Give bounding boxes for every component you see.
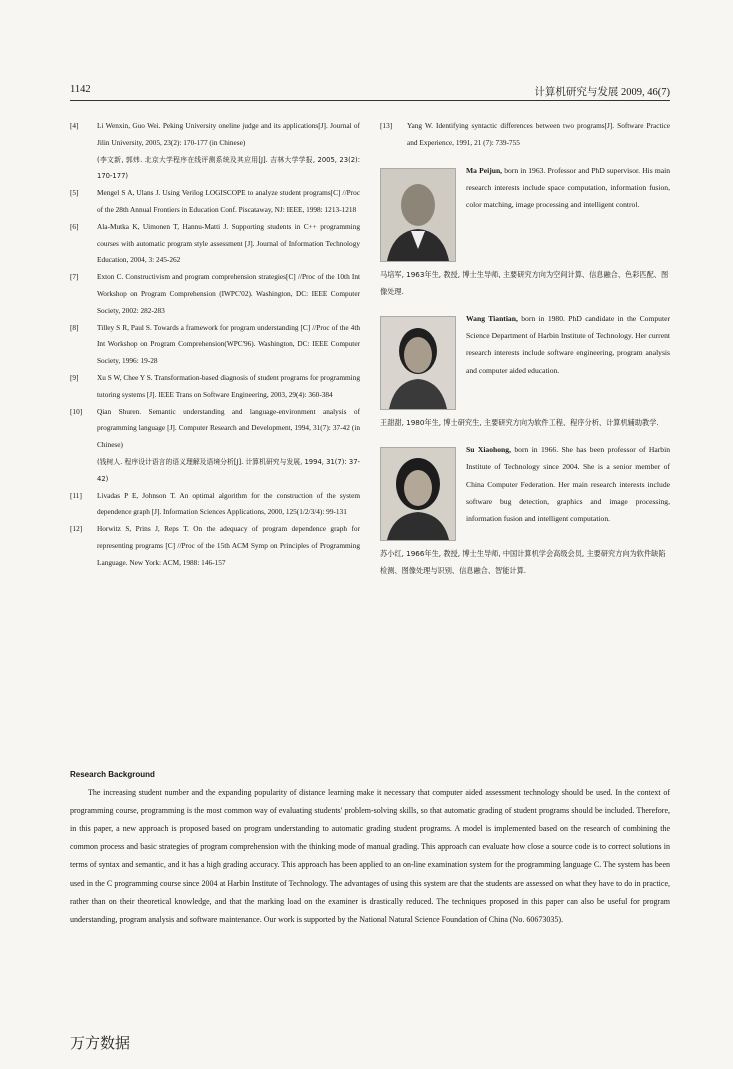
reference-number: [4] <box>70 121 79 130</box>
author-bio-text: born in 1980. PhD candidate in the Computer Science Department of Harbin Institute of Technology. Her current research interests include software engineering, program analysis and computer aided education. <box>466 314 670 375</box>
reference-text: Ala-Mutka K, Uimonen T, Hannu-Matti J. Supporting students in C++ programming courses with automatic program style assessment [J]. Journal of Information Technology Education, 2004, 3: 245-262 <box>97 221 360 265</box>
author-bio <box>380 441 670 579</box>
reference-text: Li Wenxin, Guo Wei. Peking University oneline judge and its applications[J]. Journal of Jilin University, 2005, 23(2): 170-177 (in Chinese) <box>97 121 360 147</box>
reference-item <box>70 269 360 319</box>
reference-item <box>70 185 360 219</box>
author-name: Su Xiaohong, <box>466 445 511 455</box>
reference-item <box>70 219 360 269</box>
reference-chinese: (李文新, 郭炜. 北京大学程序在线评测系统及其应用[J]. 吉林大学学报, 2005, 23(2): 170-177) <box>97 155 360 181</box>
reference-number: [8] <box>70 322 79 332</box>
reference-number: [5] <box>70 188 79 198</box>
reference-number: [7] <box>70 272 79 282</box>
reference-chinese: (钱树人. 程序设计语言的语义理解及语境分析[J]. 计算机研究与发展, 1994, 31(7): 37-42) <box>97 457 360 483</box>
research-background <box>70 766 670 929</box>
reference-number: [9] <box>70 372 79 382</box>
watermark: 万方数据 <box>70 1034 131 1052</box>
reference-item <box>70 521 360 571</box>
reference-number: [11] <box>70 490 82 500</box>
author-bio-text: born in 1963. Professor and PhD supervisor. His main research interests include space computation, information fusion, color matching, image processing and intelligent control. <box>466 165 671 209</box>
reference-text: Tilley S R, Paul S. Towards a framework for program understanding [C] //Proc of the 4th Int Workshop on Program Comprehension(WPC'96). Washington, DC: IEEE Computer Society, 1996: 19-28 <box>97 322 360 366</box>
reference-text: Qian Shuren. Semantic understanding and language-environment analysis of programming language [J]. Computer Research and Development, 1994, 31(7): 37-42 (in Chinese) <box>97 406 360 450</box>
reference-text: Mengel S A, Ulans J. Using Verilog LOGISCOPE to analyze student programs[C] //Proc of the 28th Annual Frontiers in Education Conf. Piscataway, NJ: IEEE, 1998: 1213-1218 <box>97 188 360 214</box>
reference-text: Xu S W, Chee Y S. Transformation-based diagnosis of student programs for programming tutoring systems [J]. IEEE Trans on Software Engineering, 2003, 29(4): 360-384 <box>97 372 360 399</box>
journal-info: 计算机研究与发展 2009, 46(7) <box>534 87 670 98</box>
reference-text: Horwitz S, Prins J, Reps T. On the adequacy of program dependence graph for representing programs [C] //Proc of the 15th ACM Symp on Principles of Programming Language. New York: ACM, 1988: 146-157 <box>97 524 360 567</box>
author-name: Ma Peijun, <box>466 165 503 175</box>
reference-item <box>70 404 360 488</box>
research-background-title: Research Background <box>70 770 155 779</box>
reference-number: [6] <box>70 221 79 231</box>
right-column <box>380 118 670 580</box>
reference-item <box>380 118 670 152</box>
header-rule <box>70 100 670 101</box>
running-header <box>70 84 670 98</box>
reference-item <box>70 118 360 185</box>
author-bio-chinese: 马培军, 1963年生, 教授, 博士生导师, 主要研究方向为空间计算、信息融合、色彩匹配、图像处理. <box>380 269 669 296</box>
research-background-text: The increasing student number and the expanding popularity of distance learning make it necessary that computer aided assessment technology should be used. In the context of programming course, programming is the most common way of evaluating students' problem-solving skills, so that automatic grading of student programs should be included. Therefore, in this paper, a new approach is proposed based on program understanding to automatic grading student programs. A model is implemented based on the research of combining the common process and basic strategies of program comprehension with the thinking mode of manual grading. This approach can evaluate how close a source code is to correct solutions in terms of syntax and semantic, and it has a high grading accuracy. This approach has been applied to an on-line examination system for the programming language C. The system has been used in the C programming course since 2004 at Harbin Institute of Technology. The advantages of using this system are that the students are assessed on what they have to do in practice, rather than on their theoretical knowledge, and that the marking load on the examiner is drastically reduced. The techniques proposed in this paper can also be useful for program understanding, program analysis and software maintenance. Our work is supported by the National Natural Science Foundation of China (No. 60673035). <box>70 788 670 924</box>
references-left-column <box>70 118 360 572</box>
author-photo <box>380 447 456 541</box>
author-bio <box>380 310 670 431</box>
page-number: 1142 <box>70 84 91 95</box>
author-bio <box>380 162 670 300</box>
reference-text: Livadas P E, Johnson T. An optimal algorithm for the construction of the system dependence graph [J]. Information Sciences Applications, 2000, 125(1/2/3/4): 99-131 <box>97 490 360 517</box>
author-photo <box>380 316 456 410</box>
reference-number: [10] <box>70 406 83 416</box>
author-bio-chinese: 王甜甜, 1980年生, 博士研究生, 主要研究方向为软件工程、程序分析、计算机辅助教学. <box>380 418 659 427</box>
author-name: Wang Tiantian, <box>466 314 518 323</box>
reference-item <box>70 488 360 522</box>
reference-number: [13] <box>380 121 393 130</box>
reference-text: Exton C. Constructivism and program comprehension strategies[C] //Proc of the 10th Int Workshop on Program Comprehension (IWPC'02). Washington, DC: IEEE Computer Society, 2002: 282-283 <box>97 272 360 315</box>
reference-item <box>70 320 360 370</box>
author-photo <box>380 168 456 262</box>
reference-item <box>70 370 360 404</box>
reference-text: Yang W. Identifying syntactic differences between two programs[J]. Software Practice and Experience, 1991, 21 (7): 739-755 <box>407 121 670 147</box>
reference-number: [12] <box>70 524 83 534</box>
author-bio-text: born in 1966. She has been professor of Harbin Institute of Technology since 2004. She is a senior member of China Computer Federation. Her main research interests include software bug detection, graphics and image processing, information fusion and intelligent computation. <box>466 445 670 524</box>
author-bio-chinese: 苏小红, 1966年生, 教授, 博士生导师, 中国计算机学会高级会员, 主要研究方向为软件缺陷检测、图像处理与识别、信息融合、智能计算. <box>380 549 666 576</box>
